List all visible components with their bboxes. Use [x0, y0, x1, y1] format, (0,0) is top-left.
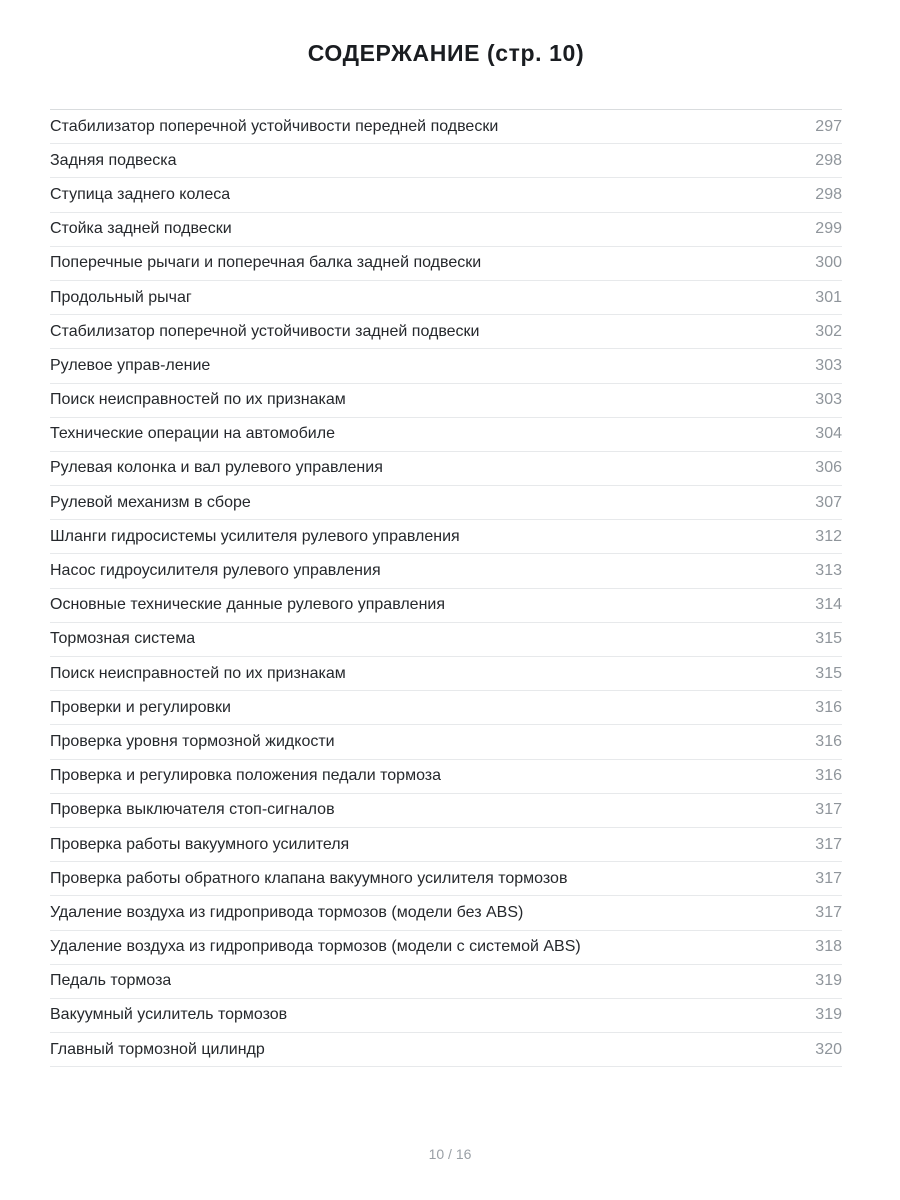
- toc-entry-page: 299: [815, 220, 842, 238]
- toc-entry-page: 319: [815, 1006, 842, 1024]
- toc-entry[interactable]: [50, 965, 842, 999]
- toc-entry-label: Рулевой механизм в сборе: [50, 493, 251, 511]
- toc-entry[interactable]: [50, 1033, 842, 1067]
- toc-entry-page: 306: [815, 459, 842, 477]
- toc-entry[interactable]: [50, 384, 842, 418]
- toc-entry-page: 304: [815, 425, 842, 443]
- toc-entry-page: 315: [815, 664, 842, 682]
- toc-entry-page: 319: [815, 972, 842, 990]
- toc-entry-label: Удаление воздуха из гидропривода тормозов (модели с системой ABS): [50, 938, 581, 956]
- page-title: СОДЕРЖАНИЕ (стр. 10): [307, 40, 585, 66]
- toc-entry-page: 315: [815, 630, 842, 648]
- toc-entry-label: Насос гидроусилителя рулевого управления: [50, 562, 381, 580]
- toc-entry-label: Проверка работы обратного клапана вакуумного усилителя тормозов: [50, 869, 568, 887]
- toc-entry-label: Удаление воздуха из гидропривода тормозов (модели без ABS): [50, 903, 524, 921]
- toc-entry[interactable]: [50, 794, 842, 828]
- toc-entry-page: 298: [815, 185, 842, 203]
- toc-entry-label: Проверка работы вакуумного усилителя: [50, 835, 350, 853]
- toc-entry-page: 317: [815, 835, 842, 853]
- toc-entry[interactable]: [50, 828, 842, 862]
- toc-entry-label: Проверка выключателя стоп-сигналов: [50, 801, 335, 819]
- toc-entry-page: 317: [815, 869, 842, 887]
- toc-entry-page: 298: [815, 151, 842, 169]
- toc-entry[interactable]: [50, 281, 842, 315]
- toc-entry[interactable]: [50, 862, 842, 896]
- toc-entry-label: Поперечные рычаги и поперечная балка задней подвески: [50, 254, 482, 272]
- toc-entry-label: Основные технические данные рулевого управления: [50, 596, 446, 614]
- toc-list: [50, 110, 842, 1067]
- toc-entry[interactable]: [50, 896, 842, 930]
- toc-entry[interactable]: [50, 247, 842, 281]
- toc-entry[interactable]: [50, 144, 842, 178]
- toc-entry-page: 313: [815, 562, 842, 580]
- toc-entry-label: Стабилизатор поперечной устойчивости передней подвески: [50, 117, 499, 135]
- toc-entry[interactable]: [50, 486, 842, 520]
- toc-entry[interactable]: [50, 110, 842, 144]
- toc-entry-page: 316: [815, 732, 842, 750]
- toc-entry-label: Поиск неисправностей по их признакам: [50, 391, 346, 409]
- toc-entry-page: 320: [815, 1040, 842, 1058]
- toc-entry-label: Проверка уровня тормозной жидкости: [50, 732, 335, 750]
- toc-entry-page: 316: [815, 767, 842, 785]
- toc-entry[interactable]: [50, 315, 842, 349]
- toc-entry[interactable]: [50, 691, 842, 725]
- toc-entry-label: Задняя подвеска: [50, 151, 177, 169]
- toc-entry-label: Технические операции на автомобиле: [50, 425, 335, 443]
- toc-entry-page: 316: [815, 698, 842, 716]
- toc-entry-label: Ступица заднего колеса: [50, 185, 231, 203]
- toc-entry[interactable]: [50, 931, 842, 965]
- toc-entry[interactable]: [50, 418, 842, 452]
- toc-entry[interactable]: [50, 760, 842, 794]
- toc-entry-page: 301: [815, 288, 842, 306]
- toc-entry[interactable]: [50, 349, 842, 383]
- toc-entry[interactable]: [50, 452, 842, 486]
- toc-entry-label: Стойка задней подвески: [50, 220, 232, 238]
- toc-entry[interactable]: [50, 623, 842, 657]
- toc-entry-page: 302: [815, 322, 842, 340]
- toc-entry-label: Рулевая колонка и вал рулевого управления: [50, 459, 383, 477]
- toc-entry[interactable]: [50, 213, 842, 247]
- toc-entry[interactable]: [50, 999, 842, 1033]
- toc-entry-page: 314: [815, 596, 842, 614]
- toc-entry-label: Проверка и регулировка положения педали тормоза: [50, 767, 442, 785]
- toc-entry-label: Вакуумный усилитель тормозов: [50, 1006, 288, 1024]
- toc-entry[interactable]: [50, 178, 842, 212]
- toc-entry-page: 317: [815, 903, 842, 921]
- toc-entry-label: Шланги гидросистемы усилителя рулевого управления: [50, 527, 460, 545]
- toc-entry[interactable]: [50, 589, 842, 623]
- toc-entry-page: 300: [815, 254, 842, 272]
- toc-entry[interactable]: [50, 554, 842, 588]
- toc-entry-page: 318: [815, 938, 842, 956]
- toc-entry-label: Стабилизатор поперечной устойчивости задней подвески: [50, 322, 480, 340]
- toc-entry[interactable]: [50, 520, 842, 554]
- toc-entry-page: 303: [815, 356, 842, 374]
- toc-entry[interactable]: [50, 725, 842, 759]
- page-number-footer: 10 / 16: [428, 1146, 472, 1162]
- toc-entry-label: Главный тормозной цилиндр: [50, 1040, 265, 1058]
- toc-entry-page: 297: [815, 117, 842, 135]
- toc-entry-label: Педаль тормоза: [50, 972, 172, 990]
- toc-entry-page: 303: [815, 391, 842, 409]
- toc-entry-page: 307: [815, 493, 842, 511]
- toc-entry-label: Поиск неисправностей по их признакам: [50, 664, 346, 682]
- toc-entry-label: Проверки и регулировки: [50, 698, 231, 716]
- toc-entry-page: 317: [815, 801, 842, 819]
- toc-entry-label: Тормозная система: [50, 630, 196, 648]
- toc-entry-label: Продольный рычаг: [50, 288, 192, 306]
- toc-entry-label: Рулевое управ-ление: [50, 356, 211, 374]
- toc-entry-page: 312: [815, 527, 842, 545]
- toc-entry[interactable]: [50, 657, 842, 691]
